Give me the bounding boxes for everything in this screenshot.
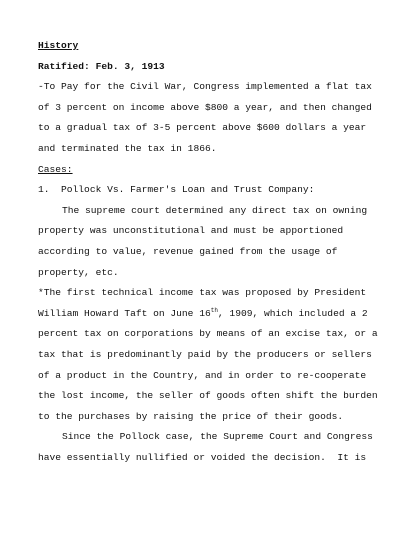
case-title: 1. Pollock Vs. Farmer's Loan and Trust Company: xyxy=(38,184,315,196)
ratified-date: Ratified: Feb. 3, 1913 xyxy=(38,60,165,72)
ordinal-superscript: th xyxy=(210,306,218,314)
note-line: to the purchases by raising the price of their goods. xyxy=(38,410,344,422)
note-text: , 1909, which included a 2 xyxy=(217,307,368,319)
case-body-line: property was unconstitutional and must be apportioned xyxy=(38,225,344,237)
case-body-line: property, etc. xyxy=(38,266,119,278)
intro-line: of 3 percent on income above $800 a year, and then changed xyxy=(38,101,372,113)
note-text: William Howard Taft on June 16 xyxy=(38,307,211,319)
note-line: percent tax on corporations by means of an excise tax, or a xyxy=(38,328,378,340)
paragraph-line: Since the Pollock case, the Supreme Court and Congress xyxy=(62,431,373,443)
note-line: the lost income, the seller of goods often shift the burden xyxy=(38,390,378,402)
note-line: tax that is predominantly paid by the producers or sellers xyxy=(38,348,372,360)
note-line: of a product in the Country, and in order to re-cooperate xyxy=(38,369,367,381)
note-line: *The first technical income tax was proposed by President xyxy=(38,287,367,299)
section-heading: History xyxy=(38,40,79,51)
document-page xyxy=(38,36,388,468)
cases-label: Cases: xyxy=(38,163,73,175)
case-body-line: The supreme court determined any direct tax on owning xyxy=(62,204,368,216)
case-body-line: according to value, revenue gained from the usage of xyxy=(38,245,338,257)
intro-line: -To Pay for the Civil War, Congress implemented a flat tax xyxy=(38,81,372,93)
note-line xyxy=(38,304,388,325)
intro-line: to a gradual tax of 3-5 percent above $600 dollars a year xyxy=(38,122,367,134)
paragraph-line: have essentially nullified or voided the decision. It is xyxy=(38,451,367,463)
intro-line: and terminated the tax in 1866. xyxy=(38,142,217,154)
